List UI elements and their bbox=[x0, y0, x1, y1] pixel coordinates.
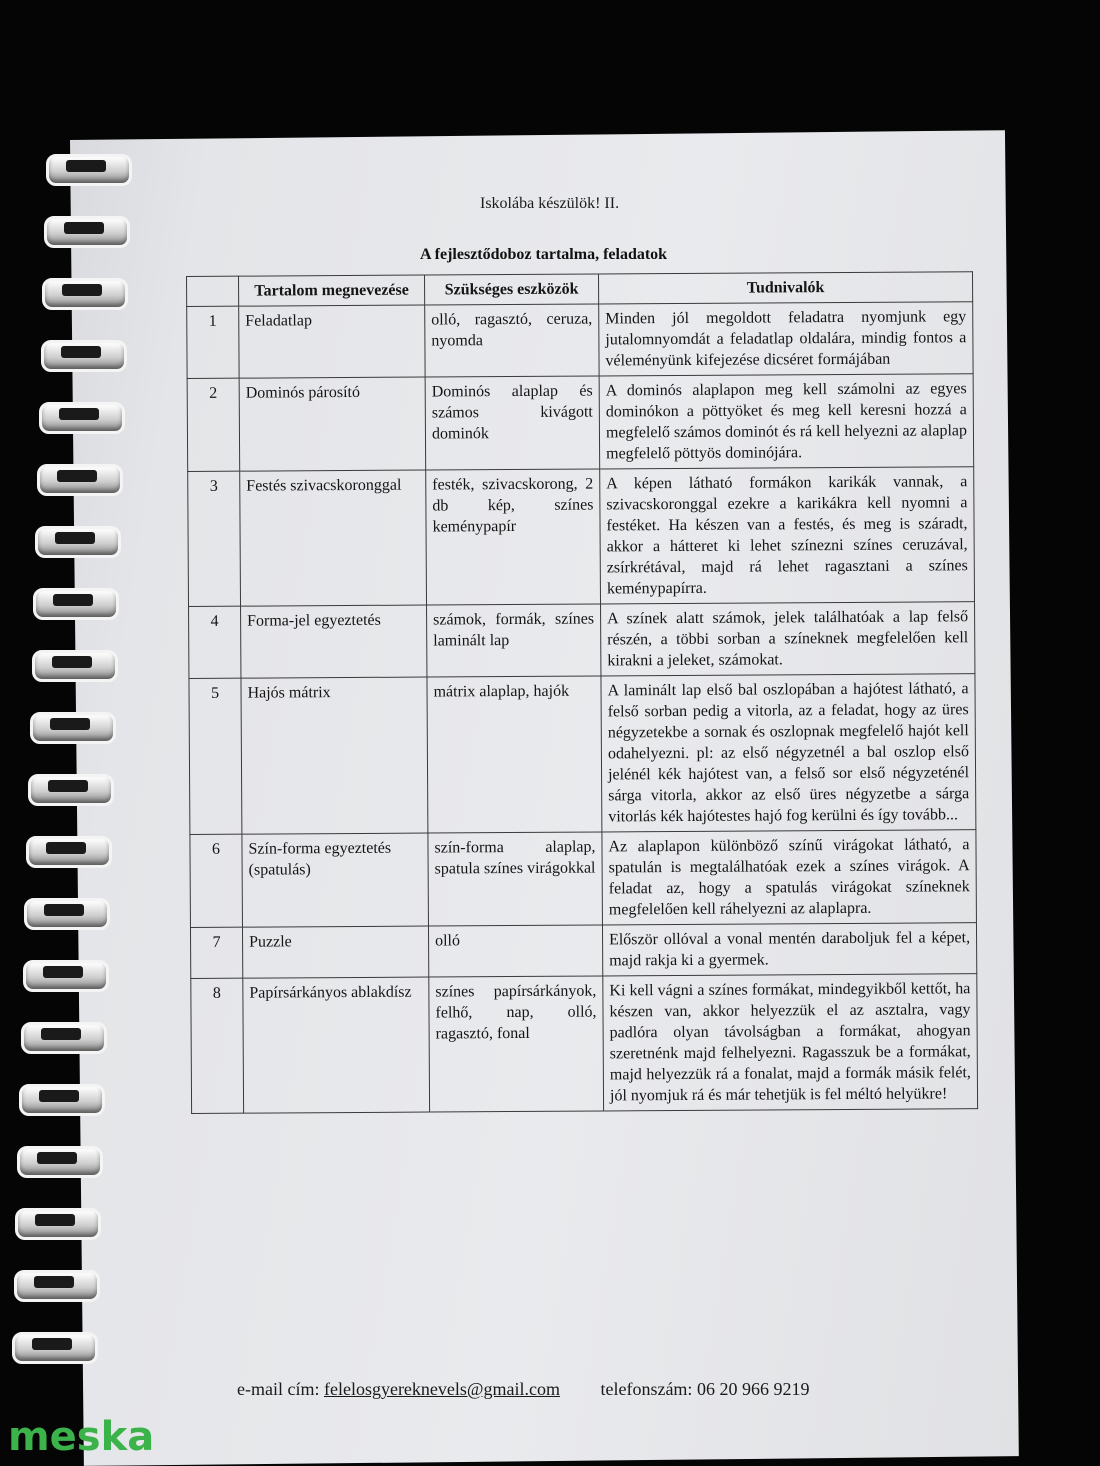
spiral-ring bbox=[6, 1328, 98, 1362]
row-notes: A dominós alaplapon meg kell számolni az egyes dominókon a pöttyöket és meg kell keresni hozzá a megfelelő számos dominót és rá kell helyezni az alaplap megfelelő pöttyös dominójára. bbox=[599, 374, 974, 469]
row-notes: Ki kell vágni a színes formákat, mindegyikből kettőt, ha készen van, akkor helyezzük el az asztalra, vagy padlóra olyan távolságban a formákat, ahogyan szeretnénk majd felhelyezni. Ragasszuk be a formákat, majd helyezzük rá a fonalat, majd a formák másik felét, jól nyomjuk rá és már tehetjük is fel méltó helyükre! bbox=[603, 974, 978, 1111]
spiral-ring-hole bbox=[62, 284, 102, 296]
row-tools: olló, ragasztó, ceruza, nyomda bbox=[425, 304, 599, 377]
row-number: 7 bbox=[190, 927, 242, 978]
row-name: Forma-jel egyeztetés bbox=[241, 605, 427, 678]
spiral-ring-hole bbox=[52, 656, 92, 668]
spiral-ring bbox=[27, 584, 119, 618]
spiral-ring-hole bbox=[37, 1152, 77, 1164]
table-row bbox=[191, 974, 978, 1114]
spiral-ring-hole bbox=[61, 346, 101, 358]
row-tools: olló bbox=[428, 925, 602, 977]
row-number: 5 bbox=[189, 678, 242, 834]
spiral-ring bbox=[11, 1142, 103, 1176]
spiral-ring-hole bbox=[39, 1090, 79, 1102]
spiral-ring-hole bbox=[35, 1214, 75, 1226]
phone-label: telefonszám: bbox=[600, 1379, 693, 1399]
spiral-ring bbox=[9, 1204, 101, 1238]
spiral-ring-hole bbox=[41, 1028, 81, 1040]
column-header-number bbox=[187, 276, 239, 306]
row-notes: A képen látható formákon karikák vannak, a szivacskoronggal ezekre a karikákra kell nyomni a festéket. Ha készen van a festés, és meg is száradt, akkor a hátteret ki lehet színezni színes ceruzával, zsírkrétával, majd rá lehet ragasztani a színes keménypapírra. bbox=[600, 467, 975, 604]
spiral-ring bbox=[15, 1018, 107, 1052]
spiral-ring bbox=[8, 1266, 100, 1300]
page-header-title: Iskolába készülök! II. bbox=[480, 195, 620, 212]
spiral-ring bbox=[36, 274, 128, 308]
spiral-ring bbox=[18, 894, 110, 928]
spiral-ring bbox=[20, 832, 112, 866]
row-notes: Minden jól megoldott feladatra nyomjunk egy jutalomnyomdát a feladatlap oldalára, mindig fontos a véleményünk kifejezése dicséret formájában bbox=[599, 302, 973, 376]
row-notes: A színek alatt számok, jelek találhatóak a lap felső részén, a többi sorban a színeknek megfelelően kell kirakni a jeleket, számokat. bbox=[601, 602, 975, 676]
content-table bbox=[186, 271, 978, 1114]
spiral-ring bbox=[17, 956, 109, 990]
phone-number: 06 20 966 9219 bbox=[696, 1379, 810, 1399]
column-header-notes: Tudnivalók bbox=[598, 272, 972, 304]
table-row bbox=[189, 602, 975, 679]
spiral-ring-hole bbox=[57, 470, 97, 482]
table-row bbox=[189, 674, 976, 835]
row-notes: A laminált lap első bal oszlopában a hajótest látható, a felső sorban pedig a vitorla, az a feladat, hogy az üres négyzetekbe a sornak és oszlopnak megfelelő hajót kell odahelyezni. pl: az első négyzetnél a bal oszlop első jelénél kék hajótest van, a felső sor első négyzeténél sárga vitorla, akkor az első üres négyzetbe a sárga vitorlás kék hajótestes hajó fog kerülni és így tovább... bbox=[601, 674, 976, 832]
row-tools: mátrix alaplap, hajók bbox=[427, 676, 602, 833]
row-number: 8 bbox=[191, 978, 244, 1113]
table-row bbox=[190, 830, 977, 928]
table-header-row bbox=[187, 272, 973, 307]
row-name: Papírsárkányos ablakdísz bbox=[243, 977, 430, 1113]
row-number: 3 bbox=[188, 471, 241, 606]
table-row bbox=[190, 923, 976, 979]
spiral-ring bbox=[22, 770, 114, 804]
spiral-ring bbox=[29, 522, 121, 556]
spiral-ring-hole bbox=[46, 842, 86, 854]
table-row bbox=[188, 467, 975, 607]
row-number: 2 bbox=[187, 378, 240, 471]
row-tools: színes papírsárkányok, felhő, nap, olló, ragasztó, fonal bbox=[429, 976, 604, 1112]
row-name: Szín-forma egyeztetés (spatulás) bbox=[242, 833, 429, 927]
spiral-ring bbox=[35, 336, 127, 370]
table-row bbox=[187, 374, 974, 472]
spiral-ring-hole bbox=[64, 222, 104, 234]
spiral-ring bbox=[38, 212, 130, 246]
spiral-ring bbox=[13, 1080, 105, 1114]
spiral-ring bbox=[33, 398, 125, 432]
email-label: e-mail cím: bbox=[237, 1379, 320, 1399]
email-address: felelosgyereknevels@gmail.com bbox=[323, 1379, 560, 1399]
row-notes: Először ollóval a vonal mentén daraboljuk fel a képet, majd rakja ki a gyermek. bbox=[602, 923, 976, 976]
row-name: Dominós párosító bbox=[239, 377, 426, 471]
row-number: 4 bbox=[189, 606, 241, 678]
row-tools: szín-forma alaplap, spatula színes virágokkal bbox=[428, 832, 603, 926]
spiral-ring bbox=[24, 708, 116, 742]
row-name: Festés szivacskoronggal bbox=[240, 470, 427, 606]
spiral-ring bbox=[26, 646, 118, 680]
row-name: Puzzle bbox=[242, 926, 428, 978]
row-tools: festék, szivacskorong, 2 db kép, színes keménypapír bbox=[426, 469, 601, 605]
spiral-ring-hole bbox=[59, 408, 99, 420]
row-number: 6 bbox=[190, 834, 243, 927]
row-name: Feladatlap bbox=[239, 305, 425, 378]
spiral-ring bbox=[40, 150, 132, 184]
spiral-ring-hole bbox=[43, 966, 83, 978]
page-footer bbox=[237, 1379, 809, 1400]
row-tools: Dominós alaplap és számos kivágott dominók bbox=[425, 376, 600, 470]
meska-logo: meska bbox=[8, 1414, 155, 1460]
spiral-ring-hole bbox=[34, 1276, 74, 1288]
row-tools: számok, formák, színes laminált lap bbox=[427, 604, 601, 677]
row-notes: Az alaplapon különböző színű virágokat látható, a spatulán is megtalálhatóak ezek a színes virágok. A feladat az, hogy a spatulás virágokat színeknek megfelelően kell ráhelyezni az alaplapra. bbox=[602, 830, 977, 925]
spiral-ring bbox=[31, 460, 123, 494]
row-number: 1 bbox=[187, 306, 239, 378]
spiral-ring-hole bbox=[55, 532, 95, 544]
spiral-ring-hole bbox=[53, 594, 93, 606]
spiral-ring-hole bbox=[48, 780, 88, 792]
column-header-name: Tartalom megnevezése bbox=[239, 275, 425, 306]
row-name: Hajós mátrix bbox=[241, 677, 428, 834]
spiral-binding bbox=[40, 150, 140, 1450]
spiral-ring-hole bbox=[66, 160, 106, 172]
table-row bbox=[187, 302, 973, 379]
spiral-ring-hole bbox=[50, 718, 90, 730]
spiral-ring-hole bbox=[44, 904, 84, 916]
table-title: A fejlesztődoboz tartalma, feladatok bbox=[420, 246, 668, 263]
column-header-tools: Szükséges eszközök bbox=[424, 274, 598, 305]
spiral-ring-hole bbox=[32, 1338, 72, 1350]
